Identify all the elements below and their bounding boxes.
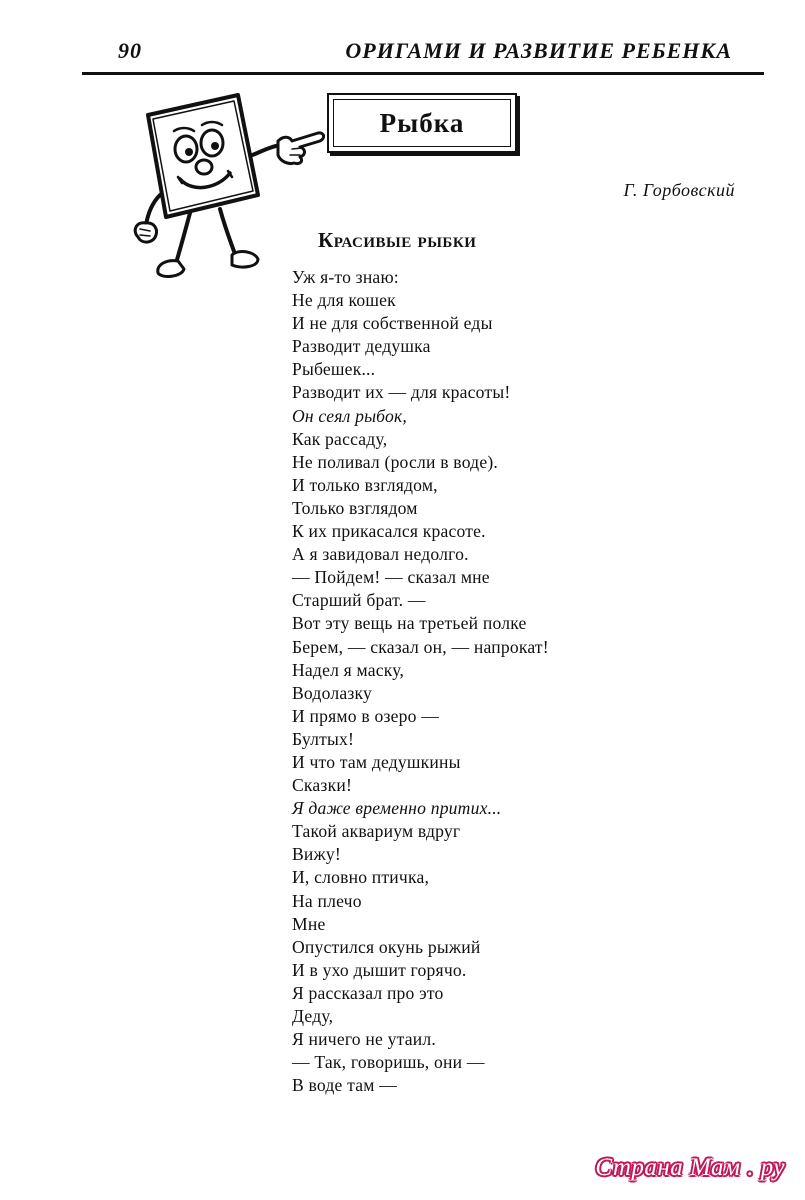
poem-line: Не поливал (росли в воде). — [292, 451, 498, 472]
section-title: Рыбка — [379, 107, 465, 138]
poem-line: Сказки! — [292, 775, 352, 796]
poem-line: И прямо в озеро — — [292, 705, 439, 726]
poem-line: — Так, говоришь, они — — [292, 1052, 485, 1073]
poem-line: Я ничего не утаил. — [292, 1029, 436, 1050]
poem-lines — [292, 266, 692, 1097]
poem-line: Только взглядом — [292, 497, 418, 518]
poem-line: — Пойдем! — сказал мне — [292, 567, 490, 588]
poem-line: И не для собственной еды — [292, 313, 493, 334]
poem-line: И только взглядом, — [292, 474, 438, 495]
poem-line: Водолазку — [292, 682, 372, 703]
watermark: Страна Мам . ру — [595, 1154, 785, 1181]
running-title: ОРИГАМИ И РАЗВИТИЕ РЕБЕНКА — [345, 38, 732, 63]
poem-line: Такой аквариум вдруг — [292, 821, 461, 842]
poem-line: И что там дедушкины — [292, 751, 461, 772]
poem-author: Г. Горбовский — [623, 180, 735, 200]
poem-line: Как рассаду, — [292, 428, 388, 449]
poem-line: Бултых! — [292, 728, 355, 749]
poem-line: На плечо — [292, 890, 362, 911]
poem-line: Разводит дедушка — [292, 336, 431, 357]
poem-line: Не для кошек — [292, 290, 396, 311]
poem-title: Красивые рыбки — [318, 228, 477, 252]
poem-line: Он сеял рыбок, — [292, 405, 408, 426]
poem-line: И в ухо дышит горячо. — [292, 959, 467, 980]
poem-line: Опустился окунь рыжий — [292, 936, 481, 957]
poem-line: Мне — [292, 913, 326, 934]
poem-line: Старший брат. — — [292, 590, 426, 611]
section-title-frame — [333, 99, 511, 147]
header-rule — [82, 72, 764, 75]
poem-line: Надел я маску, — [292, 659, 405, 680]
poem-line: Я даже временно притих... — [292, 798, 502, 819]
poem-line: И, словно птичка, — [292, 867, 430, 888]
square-mascot-pointing-icon — [120, 85, 335, 285]
poem-line: Рыбешек... — [292, 359, 376, 380]
poem-line: Деду, — [292, 1006, 334, 1026]
poem-line: Уж я-то знаю: — [292, 267, 399, 287]
poem-line: Вот эту вещь на третьей полке — [292, 613, 527, 634]
section-title-box — [327, 93, 517, 153]
poem-line: К их прикасался красоте. — [292, 521, 486, 542]
poem-line: Я рассказал про это — [292, 982, 444, 1003]
page-number: 90 — [118, 38, 142, 63]
poem-line: Вижу! — [292, 844, 341, 865]
poem-line: Берем, — сказал он, — напрокат! — [292, 636, 549, 657]
poem-line: А я завидовал недолго. — [292, 544, 469, 565]
poem-line: В воде там — — [292, 1075, 398, 1096]
page-header — [82, 38, 764, 70]
poem-line: Разводит их — для красоты! — [292, 382, 511, 403]
